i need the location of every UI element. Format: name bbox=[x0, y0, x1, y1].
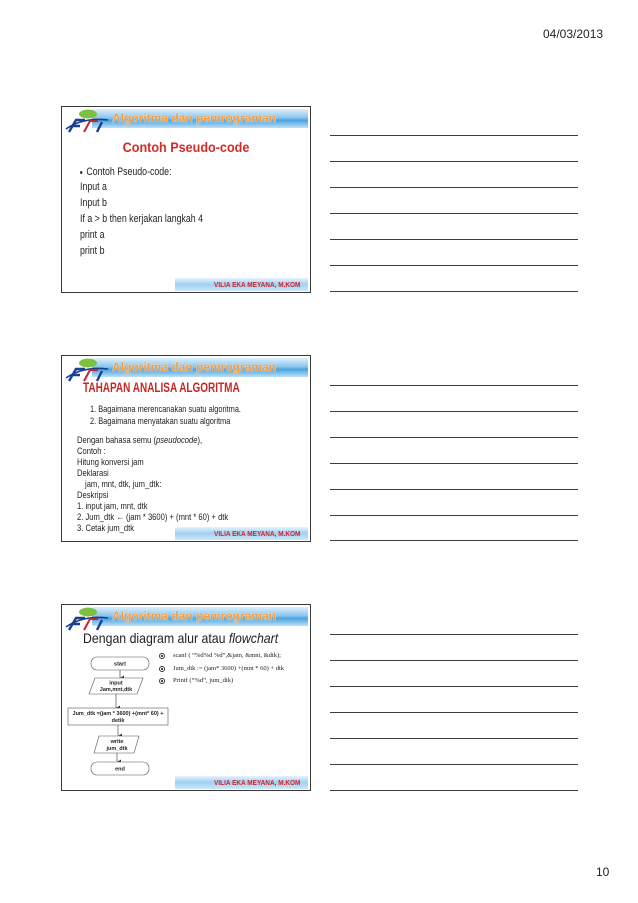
note-line bbox=[330, 489, 578, 490]
note-line bbox=[330, 239, 578, 240]
body-line: 3. Cetak jum_dtk bbox=[77, 523, 135, 534]
bullet-line bbox=[80, 164, 172, 180]
note-line bbox=[330, 463, 578, 464]
flow-output-label: write bbox=[110, 739, 124, 745]
flow-process-label: Jum_dtk =(jam * 3600) +(mnt* 60) + bbox=[72, 711, 164, 717]
slide-2 bbox=[61, 355, 311, 542]
body-line: Deklarasi bbox=[77, 468, 109, 479]
note-line bbox=[330, 187, 578, 188]
step-item: 1. Bagaimana merencanakan suatu algoritma. bbox=[90, 404, 241, 414]
note-line bbox=[330, 712, 578, 713]
flow-output-var: jum_dtk bbox=[106, 746, 128, 752]
slide-footer-author: VILIA EKA MEYANA, M.KOM bbox=[213, 280, 300, 289]
body-line: Hitung konversi jam bbox=[77, 457, 144, 468]
body-line: 2. Jum_dtk ← (jam * 3600) + (mnt * 60) + dtk bbox=[77, 512, 229, 523]
code-line: Printf (“%d”, jum_dtk) bbox=[173, 677, 234, 684]
slide-footer-author: VILIA EKA MEYANA, M.KOM bbox=[213, 778, 300, 787]
slide-1 bbox=[61, 106, 311, 293]
circle-bullet-icon bbox=[159, 653, 165, 659]
slide-header-title: Algoritma dan pemrograman bbox=[111, 111, 277, 125]
note-line bbox=[330, 291, 578, 292]
flow-start-label: start bbox=[114, 661, 126, 668]
flow-process-label-2: detik bbox=[111, 718, 125, 724]
note-line bbox=[330, 213, 578, 214]
note-line bbox=[330, 634, 578, 635]
flowchart-diagram bbox=[62, 605, 182, 791]
pseudo-line: Input a bbox=[80, 181, 107, 193]
pseudo-line: print b bbox=[80, 245, 105, 257]
note-line bbox=[330, 686, 578, 687]
step-item: 2. Bagaimana menyatakan suatu algoritma bbox=[90, 416, 231, 426]
slide-footer-author: VILIA EKA MEYANA, M.KOM bbox=[213, 529, 300, 538]
note-line bbox=[330, 161, 578, 162]
bullet-text: Contoh Pseudo-code: bbox=[86, 166, 172, 178]
faculty-logo-icon bbox=[63, 108, 111, 134]
circle-bullet-icon bbox=[159, 678, 165, 684]
slide-3 bbox=[61, 604, 311, 791]
note-line bbox=[330, 265, 578, 266]
print-date: 04/03/2013 bbox=[543, 27, 604, 41]
note-line bbox=[330, 764, 578, 765]
pseudo-line: Input b bbox=[80, 197, 107, 209]
note-line bbox=[330, 411, 578, 412]
circle-bullet-icon bbox=[159, 666, 165, 672]
pseudo-line: print a bbox=[80, 229, 105, 241]
intro-line: Dengan bahasa semu (pseudocode), bbox=[77, 435, 203, 446]
flow-input-vars: Jam,mnt,dtk bbox=[99, 687, 133, 693]
note-line bbox=[330, 385, 578, 386]
flow-end-label: end bbox=[115, 766, 125, 773]
slide-header-title: Algoritma dan pemrograman bbox=[111, 609, 277, 623]
body-line: Deskripsi bbox=[77, 490, 109, 501]
note-line bbox=[330, 515, 578, 516]
code-line: scanf ( “%d%d %d”,&jam, &mnt, &dtk); bbox=[173, 652, 281, 659]
slide-header-title: Algoritma dan pemrograman bbox=[111, 360, 277, 374]
note-line bbox=[330, 540, 578, 541]
body-line: 1. input jam, mnt, dtk bbox=[77, 501, 148, 512]
note-line bbox=[330, 738, 578, 739]
pseudo-line: If a > b then kerjakan langkah 4 bbox=[80, 213, 204, 225]
note-line bbox=[330, 660, 578, 661]
note-line bbox=[330, 437, 578, 438]
note-line bbox=[330, 790, 578, 791]
slide-title: Dengan diagram alur atau flowchart bbox=[83, 630, 279, 646]
slide-title: Contoh Pseudo-code bbox=[122, 139, 250, 155]
body-line: Contoh : bbox=[77, 446, 106, 457]
page-number: 10 bbox=[596, 865, 610, 879]
code-line: Jum_dtk := (jam* 3600) +(mnt * 60) + dtk bbox=[173, 665, 285, 672]
body-line: jam, mnt, dtk, jum_dtk: bbox=[85, 479, 162, 490]
flow-input-label: input bbox=[109, 680, 123, 687]
note-line bbox=[330, 135, 578, 136]
slide-title: TAHAPAN ANALISA ALGORITMA bbox=[83, 380, 240, 395]
